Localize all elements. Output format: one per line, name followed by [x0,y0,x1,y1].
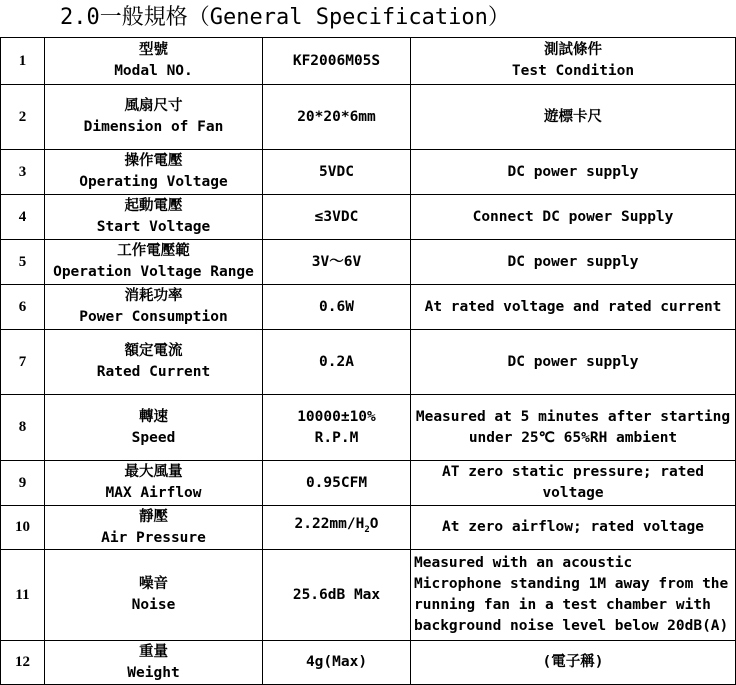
test-condition: DC power supply [411,330,736,395]
item-name: 操作電壓 Operating Voltage [45,150,263,195]
row-number: 12 [1,641,45,685]
item-name: 最大風量 MAX Airflow [45,461,263,506]
table-row [1,395,736,461]
table-row [1,240,736,285]
row-number: 6 [1,285,45,330]
item-name: 消耗功率 Power Consumption [45,285,263,330]
row-number: 2 [1,85,45,150]
item-value: 3V～6V [263,240,411,285]
row-number: 3 [1,150,45,195]
table-row [1,285,736,330]
table-row [1,330,736,395]
table-row [1,461,736,506]
test-condition: At rated voltage and rated current [411,285,736,330]
row-number: 7 [1,330,45,395]
item-value: KF2006M05S [263,38,411,85]
table-row [1,641,736,685]
row-number: 10 [1,506,45,550]
test-condition: At zero airflow; rated voltage [411,506,736,550]
test-condition: 遊標卡尺 [411,85,736,150]
test-condition: (電子稱) [411,641,736,685]
test-condition: Measured with an acoustic Microphone standing 1M away from the running fan in a test chamber with background noise level below 20dB(A) [411,550,736,641]
item-name: 額定電流 Rated Current [45,330,263,395]
test-condition: Connect DC power Supply [411,195,736,240]
item-value: 0.6W [263,285,411,330]
spec-table [0,37,736,685]
table-row [1,506,736,550]
row-number: 5 [1,240,45,285]
item-value: 20*20*6mm [263,85,411,150]
item-value: 0.95CFM [263,461,411,506]
item-name: 型號 Modal NO. [45,38,263,85]
table-row [1,550,736,641]
item-value: $2.22mm/H_2O$ [263,506,411,550]
item-name: 轉速 Speed [45,395,263,461]
item-name: 工作電壓範 Operation Voltage Range [45,240,263,285]
table-row [1,150,736,195]
row-number: 9 [1,461,45,506]
test-condition: 測試條件 Test Condition [411,38,736,85]
item-name: 靜壓 Air Pressure [45,506,263,550]
item-value: 10000±10% R.P.M [263,395,411,461]
item-name: 風扇尺寸 Dimension of Fan [45,85,263,150]
table-row [1,85,736,150]
item-value: 5VDC [263,150,411,195]
test-condition: AT zero static pressure; rated voltage [411,461,736,506]
row-number: 11 [1,550,45,641]
row-number: 4 [1,195,45,240]
item-name: 重量 Weight [45,641,263,685]
test-condition: DC power supply [411,150,736,195]
item-value: 25.6dB Max [263,550,411,641]
item-value: ≤3VDC [263,195,411,240]
row-number: 1 [1,38,45,85]
item-name: 起動電壓 Start Voltage [45,195,263,240]
test-condition: DC power supply [411,240,736,285]
item-value: 0.2A [263,330,411,395]
row-number: 8 [1,395,45,461]
section-title: 2.0一般規格（General Specification） [60,5,510,30]
test-condition: Measured at 5 minutes after starting under 25℃ 65%RH ambient [411,395,736,461]
table-row [1,195,736,240]
item-name: 噪音 Noise [45,550,263,641]
item-value: 4g(Max) [263,641,411,685]
table-row [1,38,736,85]
